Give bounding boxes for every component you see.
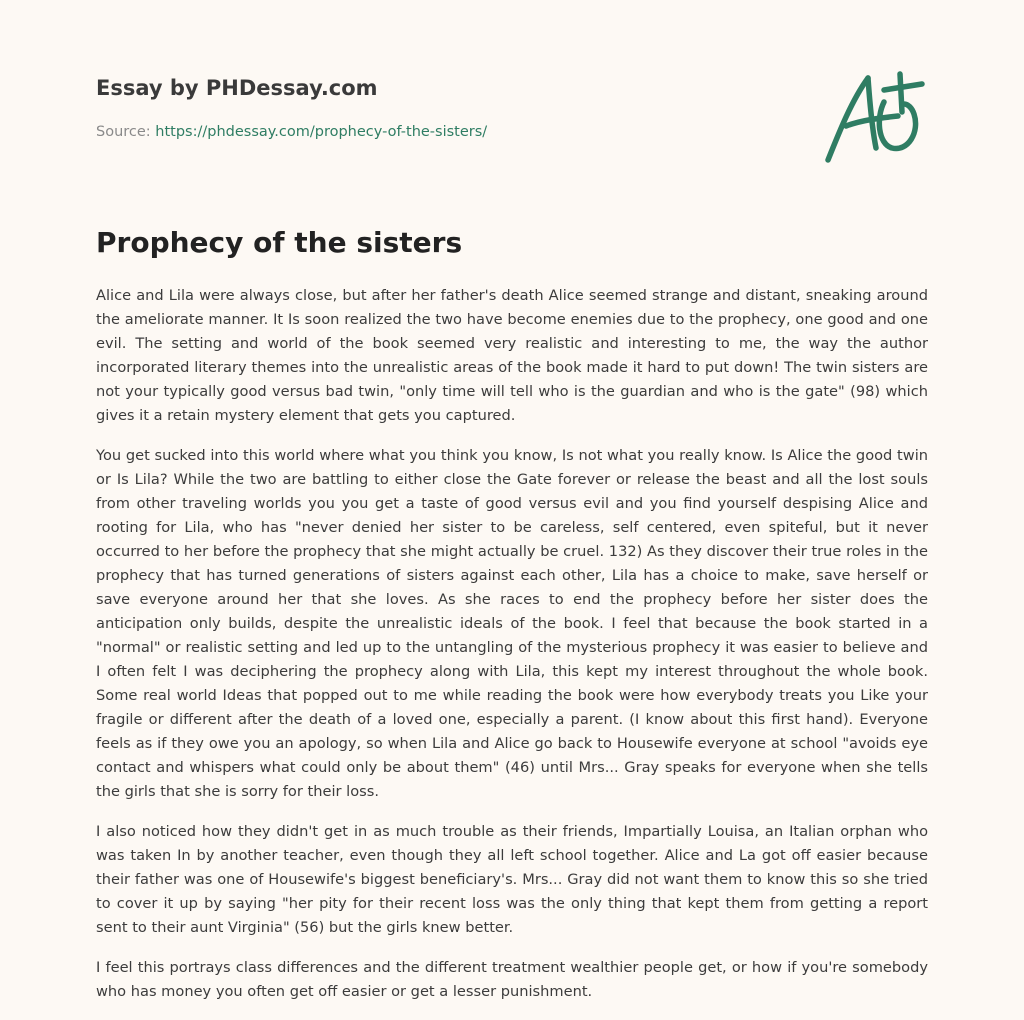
essay-paragraph: Alice and Lila were always close, but after her father's death Alice seemed strange and distant, sneaking around the ameliorate manner. It Is soon realized the two have become enemies due to the prophecy, one good and one evil. The setting and world of the book seemed very realistic and interesting to me, the way the author incorporated literary themes into the unrealistic areas of the book made it hard to put down! The twin sisters are not your typically good versus bad twin, "only time will tell who is the guardian and who is the gate" (98) which gives it a retain mystery element that gets you captured. <box>96 287 928 424</box>
essay-paragraph: I feel this portrays class differences and the different treatment wealthier people get, or how if you're somebody who has money you often get off easier or get a lesser punishment. <box>96 959 928 1000</box>
source-label: Source: <box>96 124 151 140</box>
source-link[interactable]: https://phdessay.com/prophecy-of-the-sisters/ <box>155 124 488 140</box>
source-line <box>96 124 487 140</box>
essay-body <box>96 284 928 1020</box>
a-plus-grade-icon <box>818 66 930 166</box>
essay-title: Prophecy of the sisters <box>96 226 463 259</box>
essay-paragraph: I also noticed how they didn't get in as much trouble as their friends, Impartially Louisa, an Italian orphan who was taken In by another teacher, even though they all left school together. Alice and La got off easier because their father was one of Housewife's biggest beneficiary's. Mrs... Gray did not want them to know this so she tried to cover it up by saying "her pity for their recent loss was the only thing that kept them from getting a report sent to their aunt Virginia" (56) but the girls knew better. <box>96 823 928 936</box>
site-title: Essay by PHDessay.com <box>96 76 378 100</box>
essay-paragraph: You get sucked into this world where what you think you know, Is not what you really know. Is Alice the good twin or Is Lila? While the two are battling to either close the Gate forever or release the beast and all the lost souls from other traveling worlds you you get a taste of good versus evil and you find yourself despising Alice and rooting for Lila, who has "never denied her sister to be careless, self centered, even spiteful, but it never occurred to her before the prophecy that she might actually be cruel. 132) As they discover their true roles in the prophecy that has turned generations of sisters against each other, Lila has a choice to make, save herself or save everyone around her that she loves. As she races to end the prophecy before her sister does the anticipation only builds, despite the unrealistic ideals of the book. I feel that because the book started in a "normal" or realistic setting and led up to the untangling of the mysterious prophecy it was easier to believe and I often felt I was deciphering the prophecy along with Lila, this kept my interest throughout the whole book. Some real world Ideas that popped out to me while reading the book were how everybody treats you Like your fragile or different after the death of a loved one, especially a parent. (I know about this first hand). Everyone feels as if they owe you an apology, so when Lila and Alice go back to Housewife everyone at school "avoids eye contact and whispers what could only be about them" (46) until Mrs... Gray speaks for everyone when she tells the girls that she is sorry for their loss. <box>96 447 928 800</box>
